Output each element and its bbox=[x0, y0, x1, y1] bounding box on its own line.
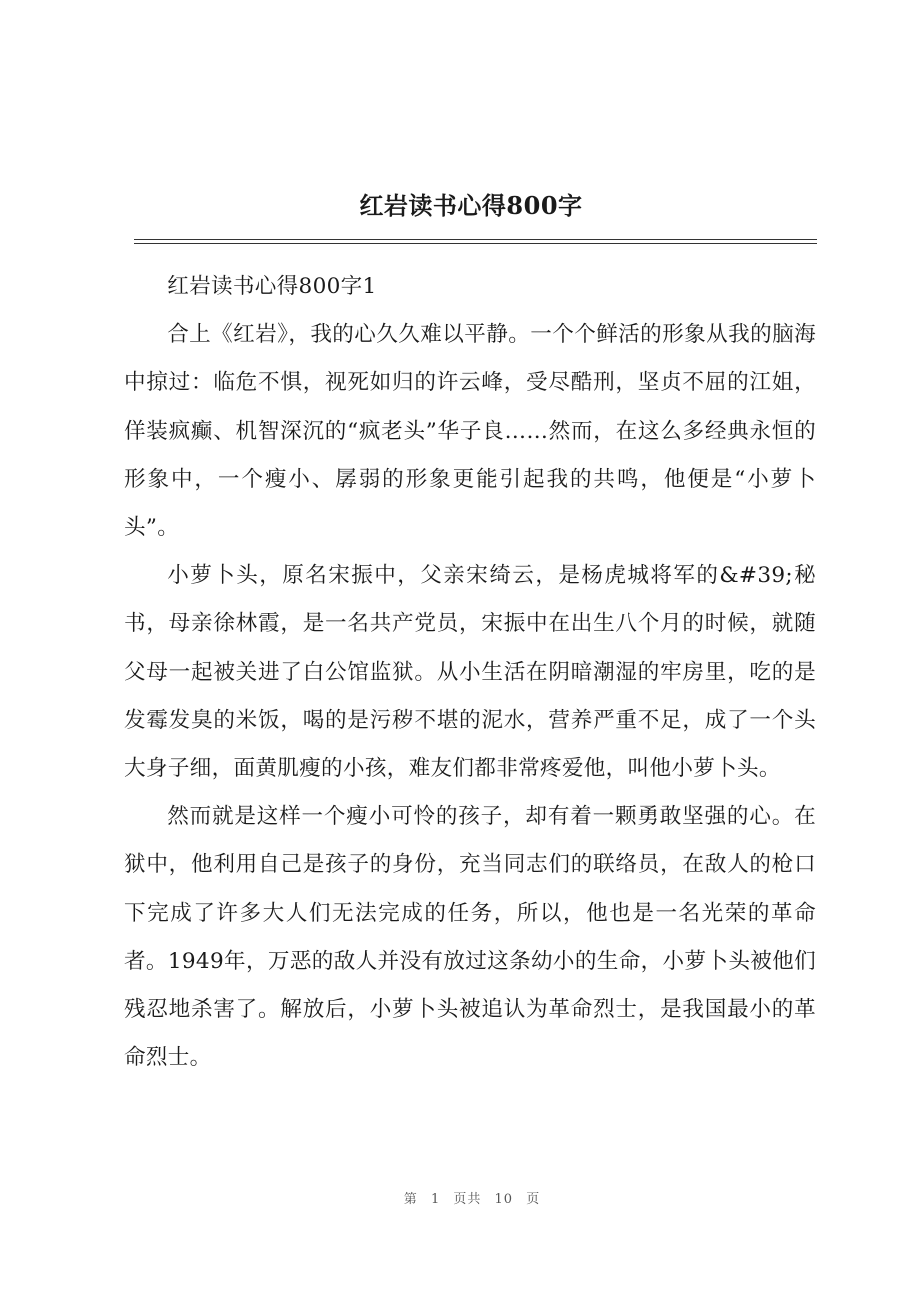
footer-total-pages: 10 bbox=[494, 1192, 514, 1207]
footer-prefix: 第 bbox=[403, 1192, 418, 1207]
body-paragraph: 然而就是这样一个瘦小可怜的孩子，却有着一颗勇敢坚强的心。在狱中，他利用自己是孩子的身份，充当同志们的联络员，在敌人的枪口下完成了许多大人们无法完成的任务，所以，他也是一名光荣的革命者。1949年，万恶的敌人并没有放过这条幼小的生命，小萝卜头被他们残忍地杀害了。解放后，小萝卜头被追认为革命烈士，是我国最小的革命烈士。 bbox=[124, 804, 816, 1071]
title-rule-line-top bbox=[134, 239, 817, 240]
body-paragraph: 小萝卜头，原名宋振中，父亲宋绮云，是杨虎城将军的&#39;秘书，母亲徐林霞，是一名共产党员，宋振中在出生八个月的时候，就随父母一起被关进了白公馆监狱。从小生活在阴暗潮湿的牢房里，吃的是发霉发臭的米饭，喝的是污秽不堪的泥水，营养严重不足，成了一个头大身子细，面黄肌瘦的小孩，难友们都非常疼爱他，叫他小萝卜头。 bbox=[124, 563, 816, 782]
document-title: 红岩读书心得800字 bbox=[359, 191, 583, 220]
title-double-rule bbox=[134, 239, 817, 245]
footer-suffix: 页 bbox=[526, 1192, 541, 1207]
body-paragraph: 合上《红岩》，我的心久久难以平静。一个个鲜活的形象从我的脑海中掠过：临危不惧，视死如归的许云峰，受尽酷刑，坚贞不屈的江姐，佯装疯癫、机智深沉的“疯老头”华子良……然而，在这么多经典永恒的形象中，一个瘦小、孱弱的形象更能引起我的共鸣，他便是“小萝卜头”。 bbox=[124, 322, 816, 541]
title-rule-line-bottom bbox=[134, 243, 817, 244]
document-body bbox=[124, 263, 816, 1082]
footer-middle: 页共 bbox=[453, 1192, 482, 1207]
section-heading: 红岩读书心得800字1 bbox=[167, 274, 377, 299]
page-footer bbox=[0, 1188, 920, 1207]
footer-current-page: 1 bbox=[430, 1192, 441, 1207]
